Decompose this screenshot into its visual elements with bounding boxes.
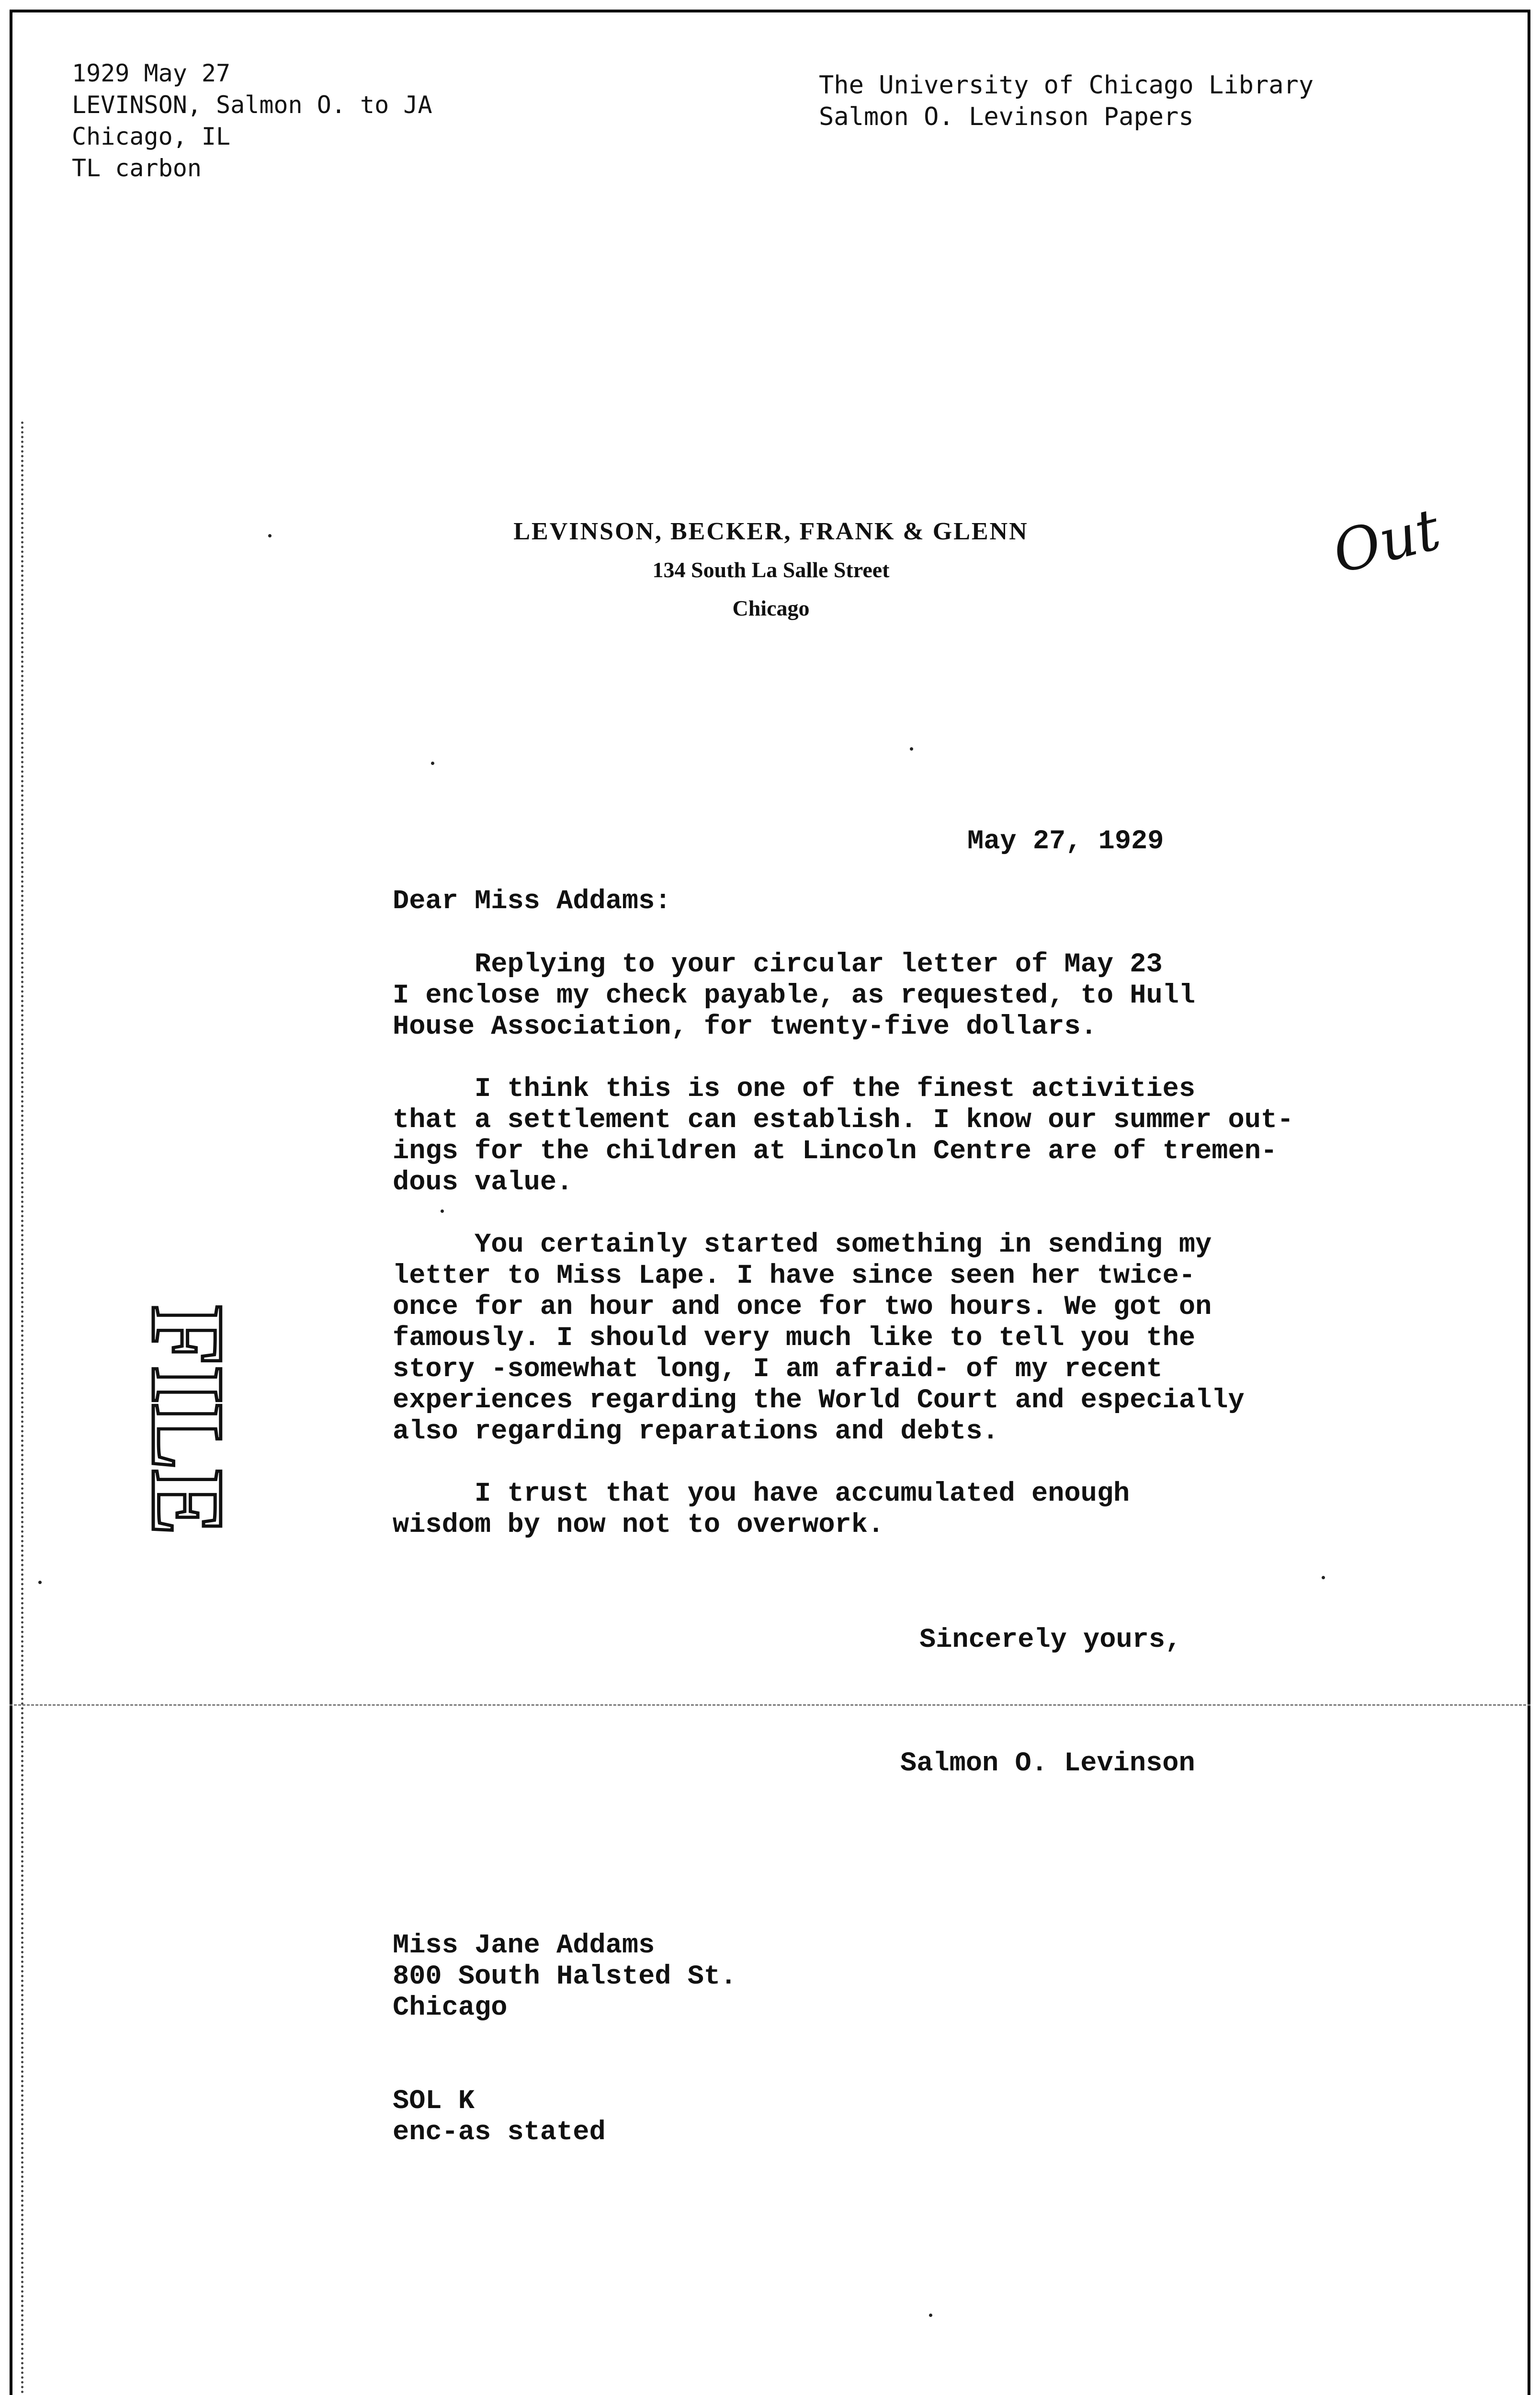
recipient-street: 800 South Halsted St. xyxy=(393,1962,737,1992)
letterhead-street: 134 South La Salle Street xyxy=(652,558,890,582)
archive-correspondents: LEVINSON, Salmon O. to JA xyxy=(72,91,432,119)
paragraph-1: Replying to your circular letter of May 23 I enclose my check payable, as requested, to Hull House Association, for twenty-five dollars. xyxy=(393,949,1196,1042)
speck xyxy=(1322,1576,1325,1579)
fold-line xyxy=(10,1704,1530,1706)
speck xyxy=(431,762,434,765)
paragraph-2: I think this is one of the finest activities that a settlement can establish. I know our summer out- ings for the children at Lincoln Centre are of tremen- dous value. xyxy=(393,1074,1294,1198)
closing: Sincerely yours, xyxy=(919,1625,1182,1655)
speck xyxy=(268,534,272,537)
signature: Salmon O. Levinson xyxy=(900,1748,1195,1779)
recipient-name: Miss Jane Addams xyxy=(393,1930,655,1961)
reference-initials xyxy=(393,2086,606,2148)
typist-initials: SOL K xyxy=(393,2086,475,2117)
paragraph-4: I trust that you have accumulated enough wisdom by now not to overwork. xyxy=(393,1479,1130,1540)
enclosure-note: enc-as stated xyxy=(393,2117,606,2148)
file-stamp xyxy=(62,1300,245,1546)
speck xyxy=(910,747,913,751)
archive-place: Chicago, IL xyxy=(72,123,231,150)
letter-body xyxy=(393,949,1417,1572)
file-stamp-text: FILE xyxy=(131,1305,245,1546)
margin-perforation xyxy=(21,422,23,2395)
archive-metadata xyxy=(72,57,432,184)
speck xyxy=(38,1581,42,1584)
speck xyxy=(441,1209,444,1213)
letterhead-city: Chicago xyxy=(732,596,810,620)
letterhead-firm: LEVINSON, BECKER, FRANK & GLENN xyxy=(513,518,1029,545)
repository-info xyxy=(819,69,1314,133)
letter-date: May 27, 1929 xyxy=(967,826,1164,857)
handwritten-annotation: Out xyxy=(1326,496,1447,587)
archive-date: 1929 May 27 xyxy=(72,59,231,87)
repository-collection: Salmon O. Levinson Papers xyxy=(819,103,1194,131)
recipient-address xyxy=(393,1930,736,2024)
speck xyxy=(929,2314,932,2317)
repository-library: The University of Chicago Library xyxy=(819,71,1314,100)
letterhead xyxy=(488,513,1053,627)
recipient-city: Chicago xyxy=(393,1993,508,2023)
paragraph-3: You certainly started something in sending my letter to Miss Lape. I have since seen her twice- once for an hour and once for two hours. We got on famously. I should very much like to tell you the story -somewhat long, I am afraid- of my recent experiences regarding the World Court and especially also regarding reparations and debts. xyxy=(393,1230,1245,1447)
salutation: Dear Miss Addams: xyxy=(393,886,671,917)
archive-doc-type: TL carbon xyxy=(72,154,202,182)
